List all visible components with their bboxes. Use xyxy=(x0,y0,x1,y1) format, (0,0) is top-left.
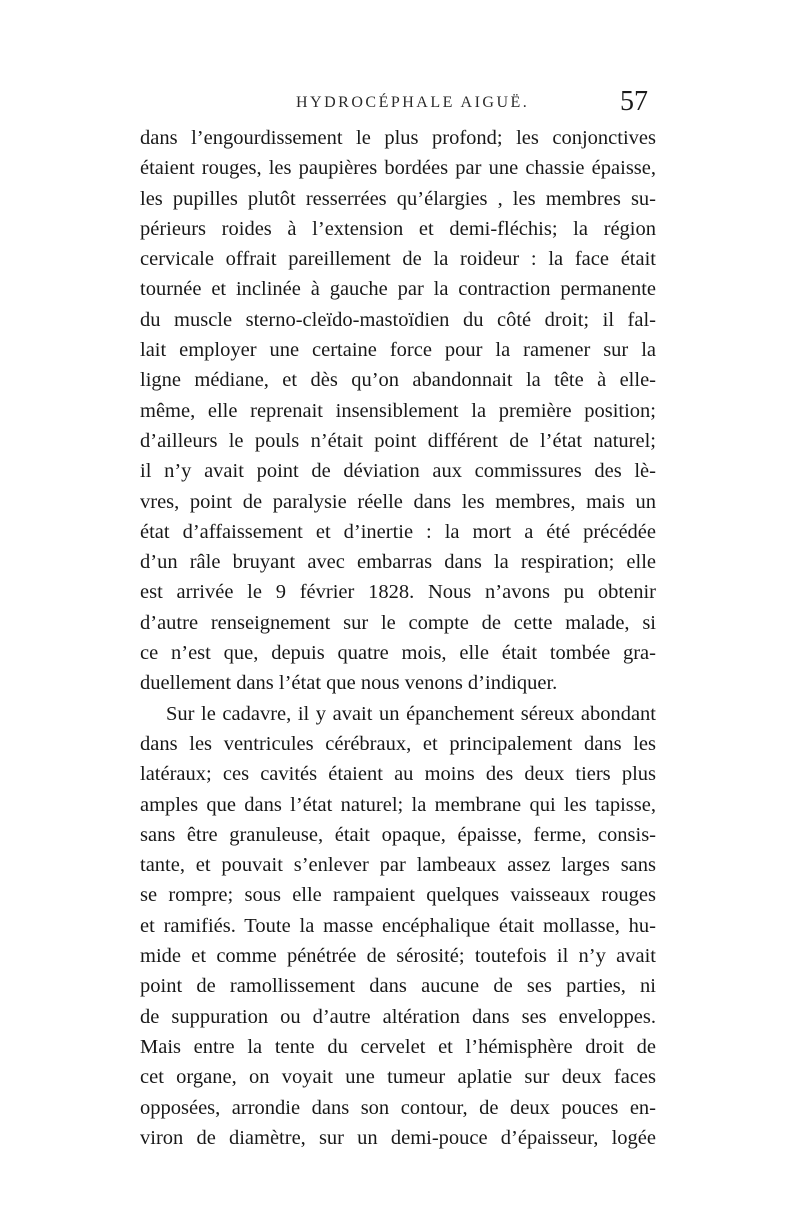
text-line: état d’affaissement et d’inertie : la mort a été précédée xyxy=(140,520,656,543)
text-line: viron de diamètre, sur un demi-pouce d’épaisseur, logée xyxy=(140,1126,656,1149)
text-line: opposées, arrondie dans son contour, de deux pouces en- xyxy=(140,1096,656,1119)
text-line: de suppuration ou d’autre altération dans ses enveloppes. xyxy=(140,1005,656,1028)
text-line: vres, point de paralysie réelle dans les membres, mais un xyxy=(140,490,656,513)
text-line: du muscle sterno-cleïdo-mastoïdien du côté droit; il fal- xyxy=(140,308,656,331)
paragraph-start-line: Sur le cadavre, il y avait un épanchement séreux abondant xyxy=(166,702,656,725)
text-line: ce n’est que, depuis quatre mois, elle était tombée gra- xyxy=(140,642,656,665)
text-line: sans être granuleuse, était opaque, épaisse, ferme, consis- xyxy=(140,823,656,846)
text-line: les pupilles plutôt resserrées qu’élargies , les membres su- xyxy=(140,187,656,210)
text-line: étaient rouges, les paupières bordées par une chassie épaisse, xyxy=(140,157,656,180)
running-title: HYDROCÉPHALE AIGUË. xyxy=(296,94,530,111)
text-line: point de ramollissement dans aucune de ses parties, ni xyxy=(140,975,656,998)
text-line: périeurs roides à l’extension et demi-fléchis; la région xyxy=(140,217,656,240)
text-line: Mais entre la tente du cervelet et l’hémisphère droit de xyxy=(140,1035,656,1058)
text-line: tournée et inclinée à gauche par la contraction permanente xyxy=(140,278,656,301)
page-number: 57 xyxy=(620,86,648,117)
text-line: se rompre; sous elle rampaient quelques vaisseaux rouges xyxy=(140,884,656,907)
text-line: est arrivée le 9 février 1828. Nous n’avons pu obtenir xyxy=(140,581,656,604)
body-text xyxy=(140,123,656,1153)
text-line: d’autre renseignement sur le compte de cette malade, si xyxy=(140,611,656,634)
text-line: latéraux; ces cavités étaient au moins des deux tiers plus xyxy=(140,763,656,786)
text-line: cet organe, on voyait une tumeur aplatie sur deux faces xyxy=(140,1066,656,1089)
text-line: même, elle reprenait insensiblement la première position; xyxy=(140,399,656,422)
text-line: ligne médiane, et dès qu’on abandonnait la tête à elle- xyxy=(140,369,656,392)
paragraph-end-line: duellement dans l’état que nous venons d’indiquer. xyxy=(140,672,558,695)
text-line: et ramifiés. Toute la masse encéphalique était mollasse, hu- xyxy=(140,914,656,937)
text-line: amples que dans l’état naturel; la membrane qui les tapisse, xyxy=(140,793,656,816)
text-line: cervicale offrait pareillement de la roideur : la face était xyxy=(140,248,656,271)
text-line: dans l’engourdissement le plus profond; les conjonctives xyxy=(140,127,656,149)
text-line: d’un râle bruyant avec embarras dans la respiration; elle xyxy=(140,551,656,574)
text-line: il n’y avait point de déviation aux commissures des lè- xyxy=(140,460,656,483)
text-line: mide et comme pénétrée de sérosité; toutefois il n’y avait xyxy=(140,945,656,968)
text-line: d’ailleurs le pouls n’était point différent de l’état naturel; xyxy=(140,429,656,452)
text-line: dans les ventricules cérébraux, et principalement dans les xyxy=(140,732,656,755)
page-header xyxy=(296,86,656,122)
text-line: tante, et pouvait s’enlever par lambeaux assez larges sans xyxy=(140,854,656,877)
text-line: lait employer une certaine force pour la ramener sur la xyxy=(140,339,656,362)
